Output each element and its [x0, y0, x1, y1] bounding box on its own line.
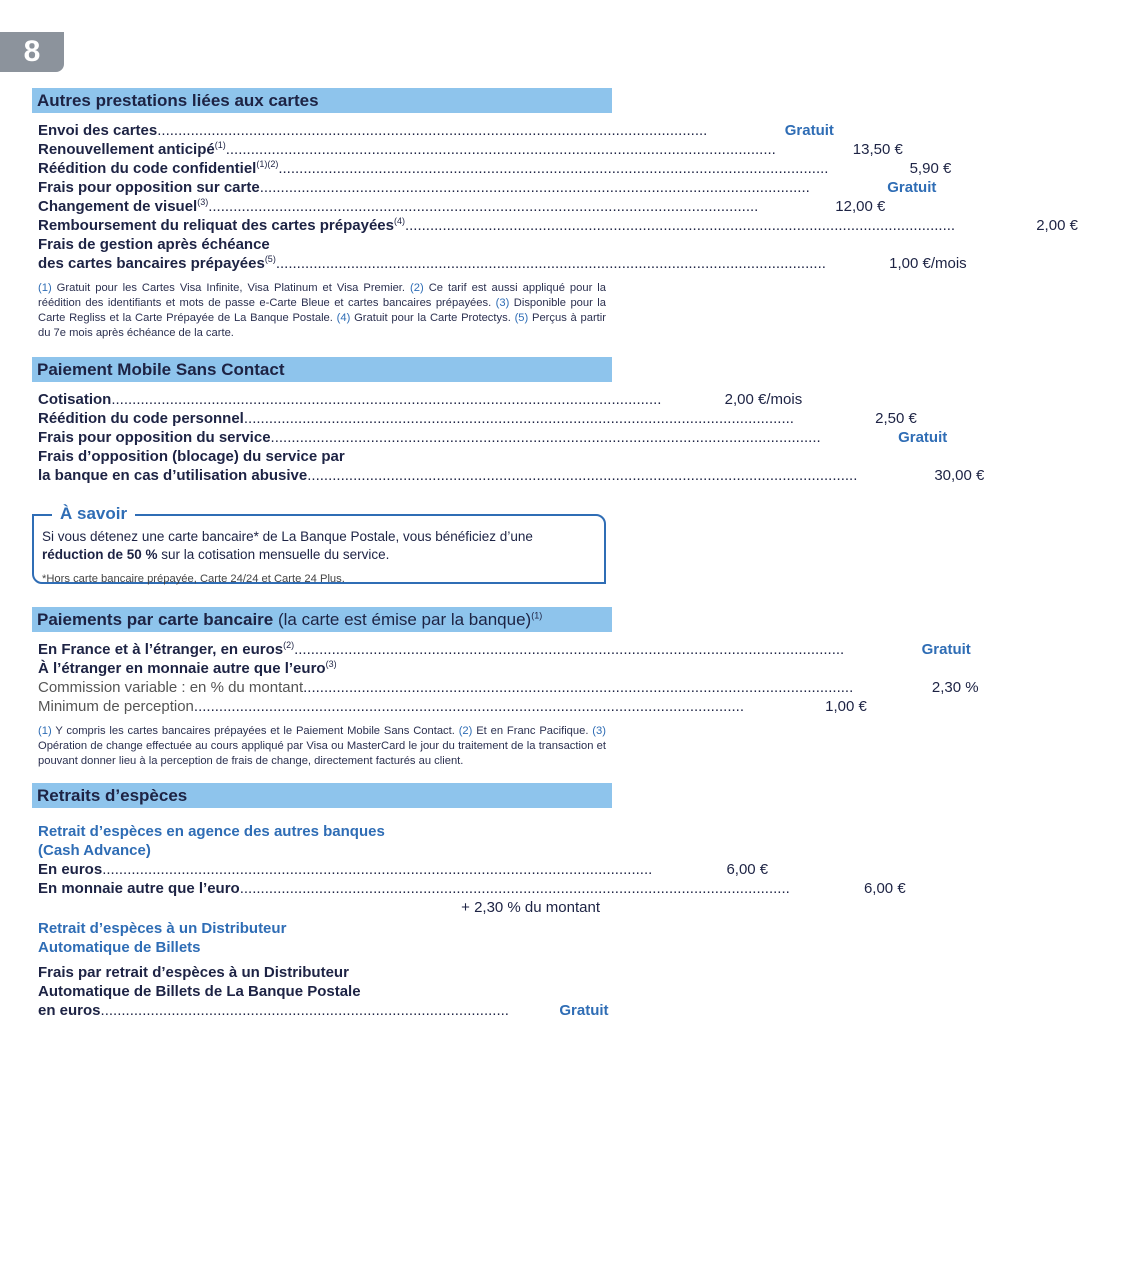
row-value: Gratuit	[784, 122, 834, 139]
row-value: 13,50 €	[852, 141, 903, 158]
row-label: Frais d’opposition (blocage) du service par	[38, 448, 345, 465]
footnote-ref: (5)	[514, 312, 529, 324]
row-label: Frais pour opposition sur carte....................................................................................................................................	[38, 179, 810, 196]
footnote-text: Ce tarif est aussi appliqué pour la réédition des identifiants et mots de passe e-Carte Bleue et cartes bancaires prépayées.	[38, 282, 607, 309]
row-label: Envoi des cartes....................................................................................................................................	[38, 122, 708, 139]
line: Automatique de Billets de La Banque Postale	[38, 983, 361, 1000]
table-row	[38, 879, 906, 898]
table-row	[38, 428, 948, 447]
row-value: 2,00 €	[1036, 217, 1078, 234]
table-row	[38, 140, 903, 159]
footnote-ref: (3)	[592, 725, 606, 737]
table-row	[38, 659, 606, 678]
row-label: À l’étranger en monnaie autre que l’euro$^{(3)}$	[38, 659, 337, 677]
text-bold: réduction de 50 %	[42, 547, 158, 562]
table-row	[38, 697, 867, 716]
a-savoir-title: À savoir	[52, 504, 135, 524]
footnote-ref: (2)	[410, 282, 424, 294]
section-paiement-mobile	[37, 357, 985, 485]
subsection-title: Retrait d’espèces en agence des autres banques	[38, 823, 385, 840]
footnote-ref: (1)	[38, 282, 52, 294]
row-value: 1,00 €	[825, 698, 867, 715]
footnote-ref: (1)	[531, 610, 543, 621]
row-label: Réédition du code confidentiel$^{(1)(2)}$....................................................................................................................................	[38, 159, 829, 177]
row-label: En France et à l’étranger, en euros$^{(2)}$....................................................................................................................................	[38, 640, 845, 658]
extra-line	[38, 898, 606, 917]
section-autres-prestations	[37, 88, 1078, 341]
table-row	[38, 216, 1078, 235]
table-row	[38, 159, 952, 178]
row-label: Cotisation....................................................................................................................................	[38, 391, 662, 408]
footnote-ref: (3)	[495, 297, 510, 309]
section-title: Paiements par carte bancaire	[37, 610, 274, 629]
row-value: 30,00 €	[934, 467, 985, 484]
row-value: 6,00 €	[863, 880, 906, 897]
footnote-ref: (1)	[38, 725, 52, 737]
table-row	[38, 640, 971, 659]
rows	[38, 121, 1078, 273]
row-label: en euros..................................................................................................	[38, 1002, 509, 1019]
table-row	[38, 121, 834, 140]
row-label: Frais de gestion après échéance	[38, 236, 270, 253]
text: Si vous détenez une carte bancaire* de La Banque Postale, vous bénéficiez d’une	[42, 529, 533, 544]
row-label: Renouvellement anticipé$^{(1)}$....................................................................................................................................	[38, 140, 776, 158]
row-value: 6,00 €	[726, 861, 769, 878]
section-title: Autres prestations liées aux cartes	[37, 91, 319, 110]
row-value	[422, 447, 606, 466]
row-value: 2,50 €	[875, 410, 917, 427]
row-value	[422, 235, 606, 254]
table-row	[38, 466, 985, 485]
a-savoir-note: *Hors carte bancaire prépayée, Carte 24/24 et Carte 24 Plus.	[42, 573, 345, 585]
row-label: En euros....................................................................................................................................	[38, 861, 653, 878]
row-label: la banque en cas d’utilisation abusive....................................................................................................................................	[38, 467, 858, 484]
section-paiements-carte	[37, 607, 979, 769]
extra-text: + 2,30 % du montant	[461, 899, 600, 916]
row-label: Commission variable : en % du montant....................................................................................................................................	[38, 679, 854, 696]
page-number-tab	[0, 32, 64, 72]
row-label: Minimum de perception....................................................................................................................................	[38, 698, 745, 715]
row-label: En monnaie autre que l’euro....................................................................................................................................	[38, 880, 790, 897]
section-retraits	[37, 783, 906, 1020]
table-row	[38, 678, 979, 697]
page-number: 8	[23, 35, 41, 68]
table-row	[38, 390, 803, 409]
row-value: Gratuit	[887, 179, 937, 196]
row-value: 5,90 €	[909, 160, 952, 177]
footnote-text: Perçus à partir du 7e mois après échéance de la carte.	[38, 312, 607, 339]
rows	[38, 640, 979, 716]
row-value: 1,00 €/mois	[889, 255, 967, 272]
subsection-title: (Cash Advance)	[38, 842, 151, 859]
table-row	[38, 409, 917, 428]
row-label: Réédition du code personnel....................................................................................................................................	[38, 410, 794, 427]
row-value: 2,00 €/mois	[724, 391, 803, 408]
a-savoir-text	[42, 528, 596, 564]
row-label: des cartes bancaires prépayées$^{(5)}$....................................................................................................................................	[38, 254, 826, 272]
row-value: Gratuit	[921, 641, 971, 658]
row-label: Changement de visuel$^{(3)}$....................................................................................................................................	[38, 197, 759, 215]
row-value: Gratuit	[559, 1002, 609, 1019]
table-row	[38, 235, 606, 254]
footnote-text: Gratuit pour les Cartes Visa Infinite, Visa Platinum et Visa Premier.	[51, 282, 411, 294]
row-value: 12,00 €	[835, 198, 886, 215]
subsection-title: Retrait d’espèces à un Distributeur	[38, 920, 287, 937]
section-subtitle: (la carte est émise par la banque)	[273, 610, 532, 629]
table-row	[38, 1001, 609, 1020]
row-value: 2,30 %	[931, 679, 979, 696]
row-value	[422, 659, 606, 678]
section-title: Retraits d’espèces	[37, 786, 188, 805]
line: Frais par retrait d’espèces à un Distributeur	[38, 964, 349, 981]
footnotes	[38, 281, 606, 341]
subsection-title: Automatique de Billets	[38, 939, 201, 956]
label-text: en euros	[38, 1002, 101, 1019]
section-header	[32, 783, 612, 808]
section-header	[32, 607, 612, 632]
row-label: Remboursement du reliquat des cartes prépayées$^{(4)}$....................................................................................................................................	[38, 216, 956, 234]
section-title: Paiement Mobile Sans Contact	[37, 360, 285, 379]
footnote-ref: (4)	[336, 312, 351, 324]
footnote-text: Y compris les cartes bancaires prépayées et le Paiement Mobile Sans Contact.	[51, 725, 459, 737]
text: sur la cotisation mensuelle du service.	[157, 547, 390, 562]
footnote-ref: (2)	[458, 725, 473, 737]
footnote-text: Gratuit pour la Carte Protectys.	[350, 312, 515, 324]
table-row	[38, 197, 886, 216]
a-savoir-box	[32, 504, 606, 585]
table-row	[38, 447, 606, 466]
rows	[38, 860, 906, 898]
footnote-text: Opération de change effectuée au cours appliqué par Visa ou MasterCard le jour du traitement de la transaction et pouvant donner lieu à la perception de frais de change, directement facturés au client.	[38, 740, 606, 767]
table-row	[38, 254, 967, 273]
footnotes	[38, 724, 606, 769]
rows	[38, 390, 985, 485]
table-row	[38, 860, 769, 879]
footnote-text: Disponible pour la Carte Regliss et la Carte Prépayée de La Banque Postale.	[38, 297, 606, 324]
section-header	[32, 357, 612, 382]
table-row	[38, 178, 937, 197]
section-header	[32, 88, 612, 113]
row-label: Frais pour opposition du service....................................................................................................................................	[38, 429, 821, 446]
footnote-text: Et en Franc Pacifique.	[472, 725, 593, 737]
row-value: Gratuit	[898, 429, 948, 446]
